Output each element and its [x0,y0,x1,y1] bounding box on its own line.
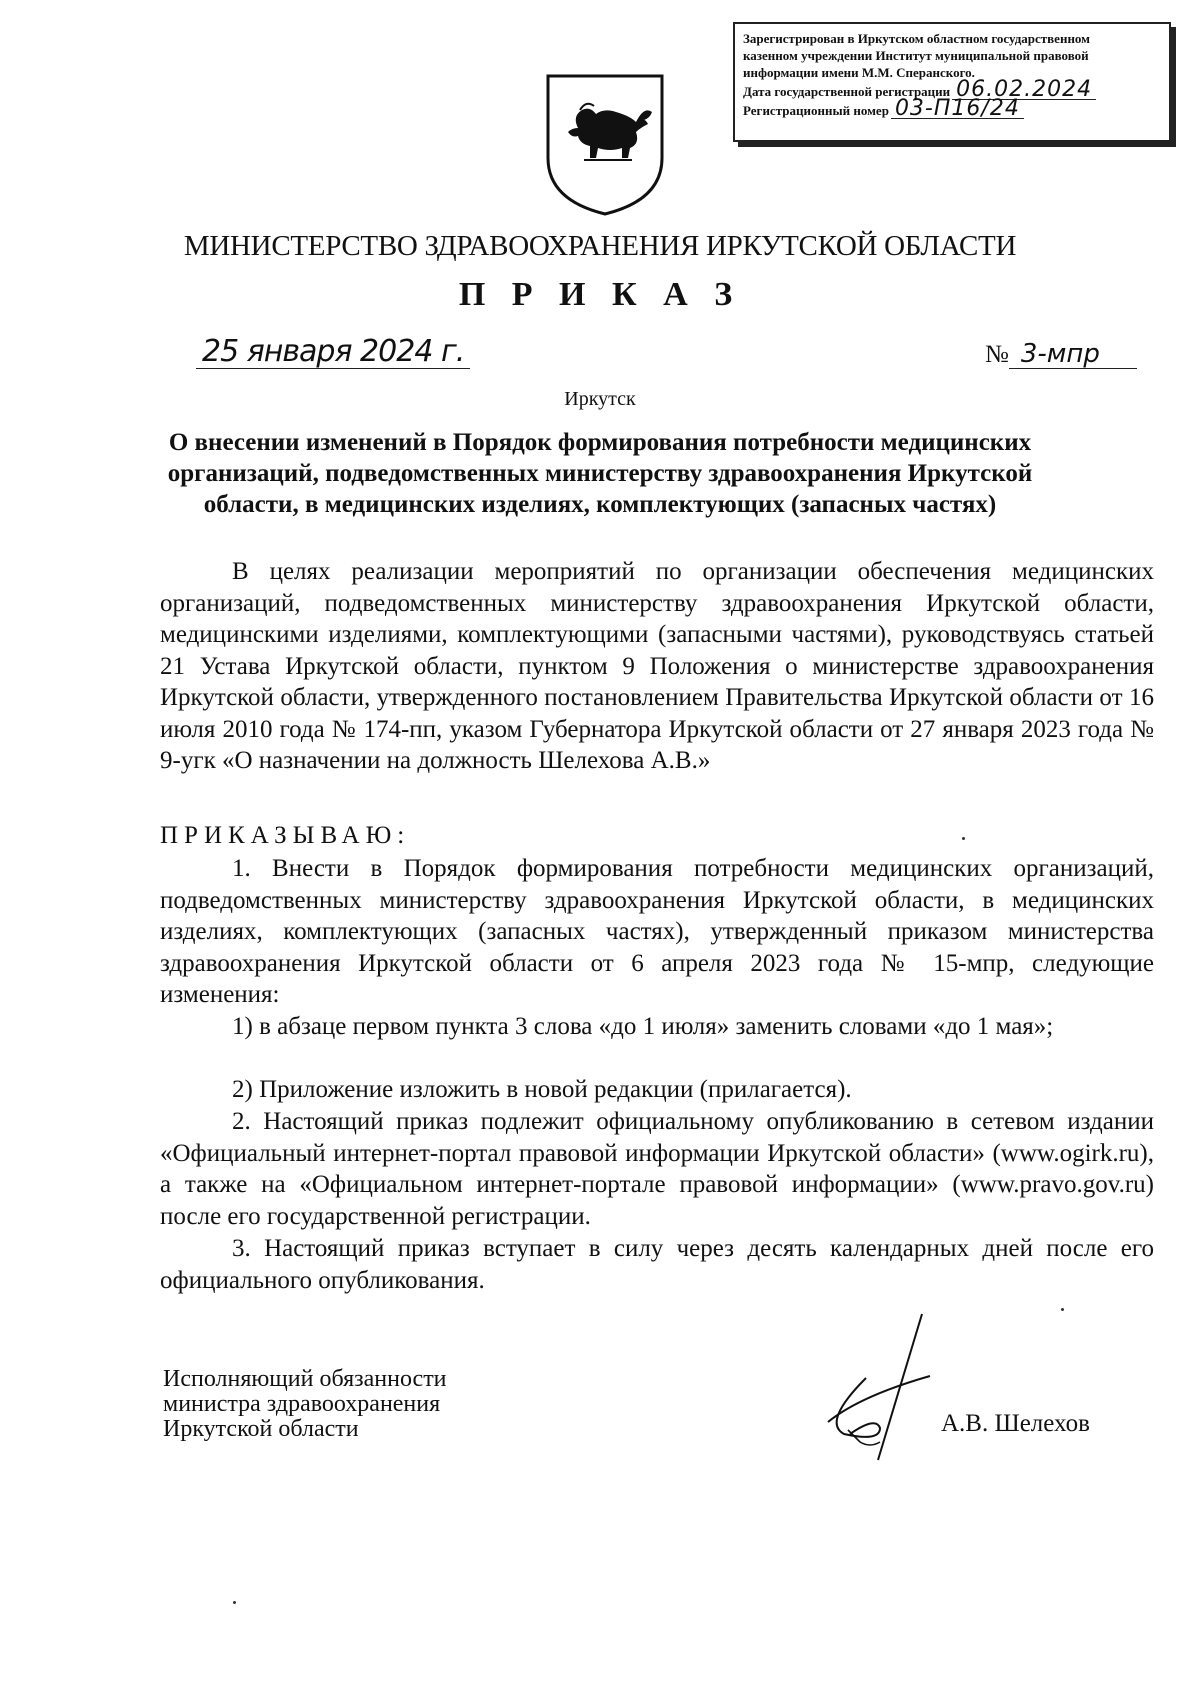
stamp-line-1: Зарегистрирован в Иркутском областном государственном [743,31,1091,46]
preamble-paragraph: В целях реализации мероприятий по организации обеспечения медицинских организаций, подведомственных министерству здравоохранения Иркутской области, медицинскими изделиями, комплектующими (запасными частями), руководствуясь статьей 21 Устава Иркутской области, пунктом 9 Положения о министерстве здравоохранения Иркутской области, утвержденного постановлением Правительства Иркутской области от 16 июля 2010 года № 174-пп, указом Губернатора Иркутской области от 27 января 2023 года № 9-угк «О назначении на должность Шелехова А.В.» [160,558,1154,774]
order-word: ПРИКАЗЫВАЮ: [160,822,411,849]
signatory-position [163,1367,447,1442]
item-1: 1. Внести в Порядок формирования потребности медицинских организаций, подведомственных министерству здравоохранения Иркутской области, в медицинских изделиях, комплектующих (запасных частях), утвержденный приказом министерства здравоохранения Иркутской области от 6 апреля 2023 года № 15-мпр, следующие изменения: [160,855,1154,1008]
document-title: О внесении изменений в Порядок формирования потребности медицинских организаций, подведомственных министерству здравоохранения Иркутской области, в медицинских изделиях, комплектующих (запасных частях) [167,429,1033,518]
scan-speck [962,837,965,840]
order-number-handwritten: 3-мпр [1009,340,1137,369]
item-1-subitem-1: 1) в абзаце первом пункта 3 слова «до 1 июля» заменить словами «до 1 мая»; [232,1013,1054,1040]
city: Иркутск [564,388,636,410]
scan-speck [1061,1308,1064,1311]
scan-speck [233,1601,236,1604]
signatory-position-line-2: министра здравоохранения [163,1391,441,1417]
coat-of-arms-emblem [544,72,666,218]
stamp-reg-label: Регистрационный номер [743,103,889,118]
signatory-position-line-1: Исполняющий обязанности [163,1366,447,1392]
order-date-handwritten: 25 января 2024 г. [196,336,470,369]
signatory-name: А.В. Шелехов [941,1410,1090,1437]
item-1-subitem-2: 2) Приложение изложить в новой редакции (прилагается). [232,1076,852,1103]
signatory-position-line-3: Иркутской области [163,1416,359,1442]
document-type: П Р И К А З [458,276,742,313]
stamp-reg-row [743,96,1161,121]
handwritten-signature [820,1310,960,1466]
order-number [985,340,1137,369]
item-3: 3. Настоящий приказ вступает в силу через десять календарных дней после его официального опубликования. [160,1235,1154,1294]
stamp-line-3: информации имени М.М. Сперанского. [743,65,975,80]
stamp-date-label: Дата государственной регистрации [743,84,951,99]
registration-stamp [733,22,1171,142]
item-2: 2. Настоящий приказ подлежит официальному опубликованию в сетевом издании «Официальный интернет-портал правовой информации Иркутской области» (www.ogirk.ru), а также на «Официальном интернет-портале правовой информации» (www.pravo.gov.ru) после его государственной регистрации. [160,1108,1154,1230]
ministry-name: МИНИСТЕРСТВО ЗДРАВООХРАНЕНИЯ ИРКУТСКОЙ ОБЛАСТИ [183,230,1017,262]
stamp-date-value: 06.02.2024 [952,81,1096,100]
stamp-reg-value: 03-П16/24 [891,100,1024,119]
order-number-label: № [985,341,1009,368]
stamp-line-2: казенном учреждении Институт муниципальной правовой [743,48,1089,63]
